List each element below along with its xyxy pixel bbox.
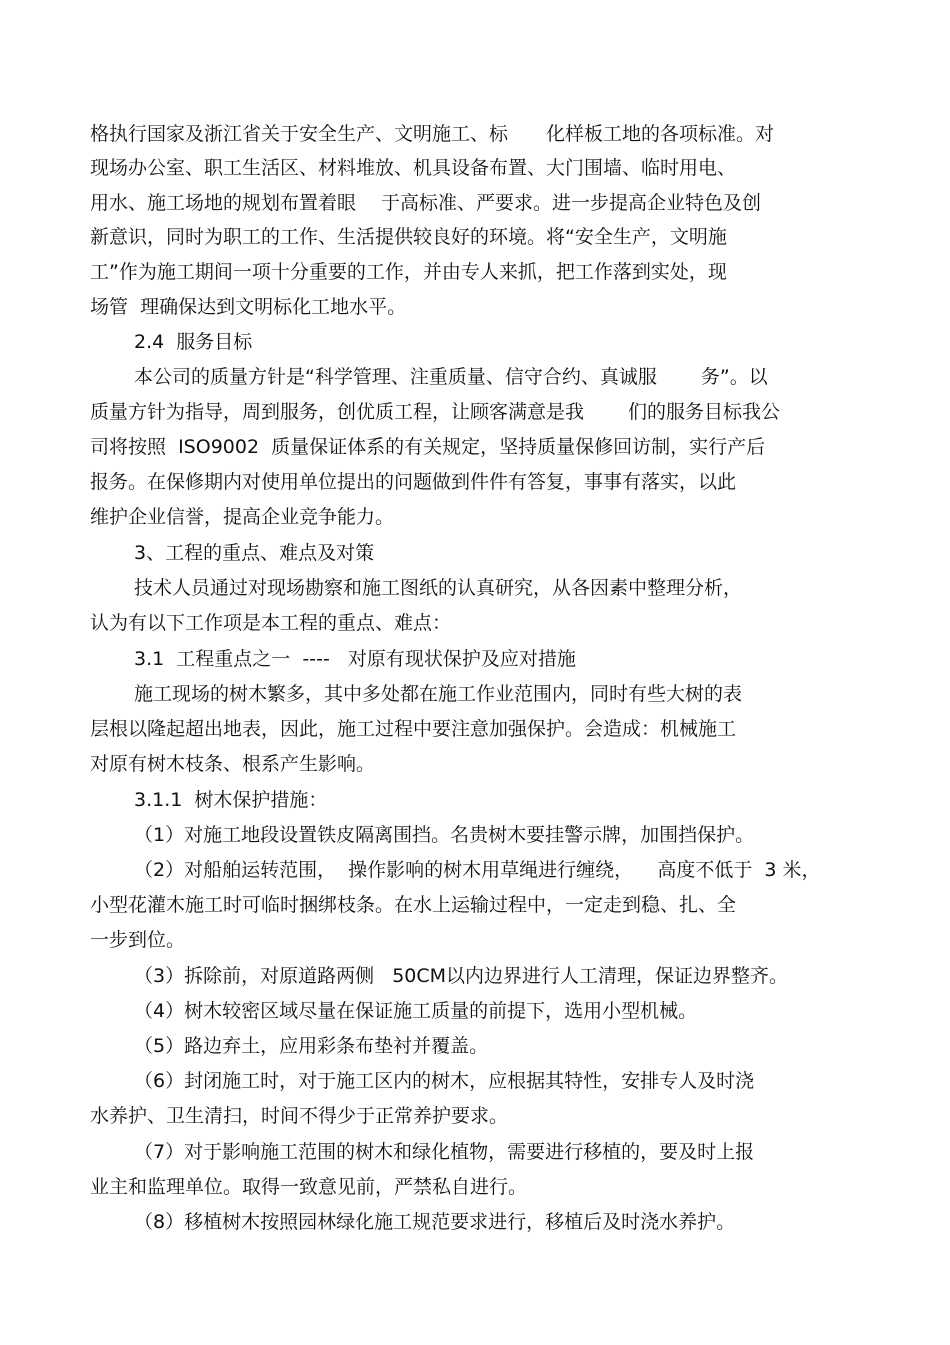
body-text-line: 层根以隆起超出地表，因此，施工过程中要注意加强保护。会造成：机械施工 [90, 718, 737, 740]
body-text-line: 维护企业信誉，提高企业竞争能力。 [90, 506, 395, 528]
list-item: （3）拆除前，对原道路两侧 50CM以内边界进行人工清理，保证边界整齐。 [134, 965, 789, 987]
body-text-line: 新意识，同时为职工的工作、生活提供较良好的环境。将“安全生产，文明施 [90, 226, 727, 248]
body-text-line: 一步到位。 [90, 929, 186, 951]
body-text-line: 对原有树木枝条、根系产生影响。 [90, 753, 376, 775]
list-item: （2）对船舶运转范围， 操作影响的树木用草绳进行缠绕， 高度不低于 3 米， [134, 859, 821, 881]
list-item: （6）封闭施工时，对于施工区内的树木，应根据其特性，安排专人及时浇 [134, 1070, 755, 1092]
body-text-line: 用水、施工场地的规划布置着眼 于高标准、严要求。进一步提高企业特色及创 [90, 192, 762, 214]
body-text-line: 认为有以下工作项是本工程的重点、难点： [90, 612, 452, 634]
body-text-line: 报务。在保修期内对使用单位提出的问题做到件件有答复，事事有落实，以此 [90, 471, 737, 493]
body-text-line: 技术人员通过对现场勘察和施工图纸的认真研究，从各因素中整理分析， [134, 577, 743, 599]
body-text-line: 场管 理确保达到文明标化工地水平。 [90, 296, 407, 318]
body-text-line: 水养护、卫生清扫，时间不得少于正常养护要求。 [90, 1105, 509, 1127]
list-item: （5）路边弃土，应用彩条布垫衬并覆盖。 [134, 1035, 489, 1057]
list-item: （7）对于影响施工范围的树木和绿化植物，需要进行移植的，要及时上报 [134, 1141, 755, 1163]
body-text-line: 工”作为施工期间一项十分重要的工作，并由专人来抓，把工作落到实处，现 [90, 261, 727, 283]
section-heading: 3.1.1 树木保护措施： [134, 789, 328, 811]
list-item: （8）移植树木按照园林绿化施工规范要求进行，移植后及时浇水养护。 [134, 1211, 736, 1233]
body-text-line: 司将按照 ISO9002 质量保证体系的有关规定，坚持质量保修回访制，实行产后 [90, 436, 766, 458]
section-heading: 2.4 服务目标 [134, 331, 253, 353]
body-text-line: 小型花灌木施工时可临时捆绑枝条。在水上运输过程中，一定走到稳、扎、全 [90, 894, 737, 916]
body-text-line: 业主和监理单位。取得一致意见前，严禁私自进行。 [90, 1176, 528, 1198]
section-heading: 3、工程的重点、难点及对策 [134, 542, 375, 564]
section-heading: 3.1 工程重点之一 ---- 对原有现状保护及应对措施 [134, 648, 576, 670]
body-text-line: 质量方针为指导，周到服务，创优质工程，让顾客满意是我 们的服务目标我公 [90, 401, 781, 423]
list-item: （1）对施工地段设置铁皮隔离围挡。名贵树木要挂警示牌，加围挡保护。 [134, 824, 755, 846]
body-text-line: 格执行国家及浙江省关于安全生产、文明施工、标 化样板工地的各项标准。对 [90, 123, 775, 145]
body-text-line: 本公司的质量方针是“科学管理、注重质量、信守合约、真诚服 务”。以 [134, 366, 768, 388]
list-item: （4）树木较密区域尽量在保证施工质量的前提下，选用小型机械。 [134, 1000, 698, 1022]
body-text-line: 施工现场的树木繁多，其中多处都在施工作业范围内，同时有些大树的表 [134, 683, 743, 705]
body-text-line: 现场办公室、职工生活区、材料堆放、机具设备布置、大门围墙、临时用电、 [90, 157, 737, 179]
